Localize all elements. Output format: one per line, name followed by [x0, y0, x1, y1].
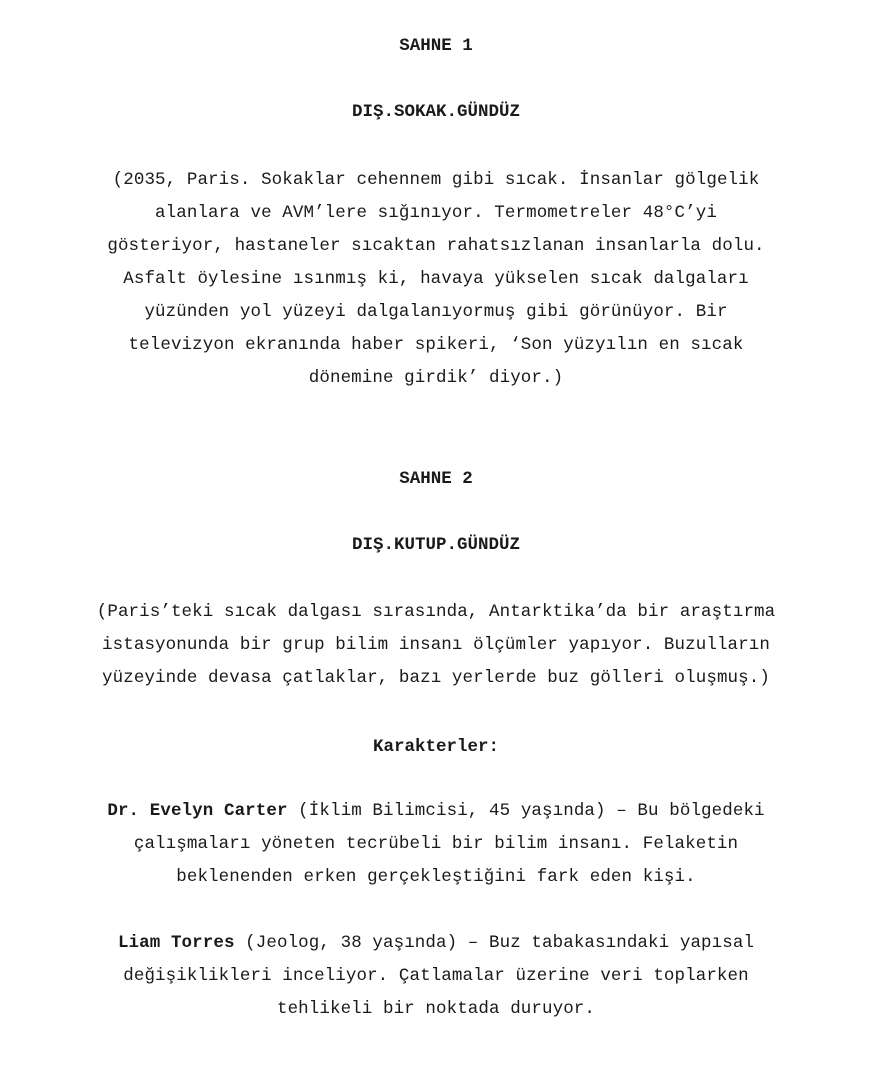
scene2-description-line: istasyonunda bir grup bilim insanı ölçümler yapıyor. Buzulların [102, 635, 770, 655]
scene1-description-line: televizyon ekranında haber spikeri, ‘Son yüzyılın en sıcak [128, 335, 744, 355]
character-evelyn-line: çalışmaları yöneten tecrübeli bir bilim insanı. Felaketin [133, 834, 739, 854]
character-description: (Jeolog, 38 yaşında) – Buz tabakasındaki yapısal [234, 933, 755, 953]
scene1-description-line: yüzünden yol yüzeyi dalgalanıyormuş gibi görünüyor. Bir [144, 302, 728, 322]
scene1-description-line: gösteriyor, hastaneler sıcaktan rahatsızlanan insanlarla dolu. [107, 236, 765, 256]
character-liam-line: değişiklikleri inceliyor. Çatlamalar üzerine veri toplarken [123, 966, 749, 986]
scene1-description-line: Asfalt öylesine ısınmış ki, havaya yükselen sıcak dalgaları [123, 269, 749, 289]
scene2-description-line: (Paris’teki sıcak dalgası sırasında, Antarktika’da bir araştırma [96, 602, 776, 622]
scene2-slug: DIŞ.KUTUP.GÜNDÜZ [351, 535, 521, 555]
scene1-description-line: dönemine girdik’ diyor.) [308, 368, 564, 388]
scene1-title: SAHNE 1 [399, 36, 473, 56]
character-evelyn-line [107, 795, 764, 828]
character-liam-line: tehlikeli bir noktada duruyor. [276, 999, 596, 1019]
characters-heading: Karakterler: [372, 737, 500, 757]
scene1-description-line: (2035, Paris. Sokaklar cehennem gibi sıcak. İnsanlar gölgelik [112, 170, 760, 190]
character-description: (İklim Bilimcisi, 45 yaşında) – Bu bölgedeki [287, 801, 765, 821]
character-evelyn-line: beklenenden erken gerçekleştiğini fark eden kişi. [176, 867, 696, 887]
character-evelyn [107, 795, 764, 894]
scene1-description-line: alanlara ve AVM’lere sığınıyor. Termometreler 48°C’yi [155, 203, 717, 223]
character-name: Liam Torres [117, 933, 235, 953]
scene2-title: SAHNE 2 [399, 469, 473, 489]
character-liam-line [118, 927, 754, 960]
character-liam [118, 927, 754, 1026]
scene1-slug: DIŞ.SOKAK.GÜNDÜZ [351, 102, 521, 122]
scene2-description-line: yüzeyinde devasa çatlaklar, bazı yerlerde buz gölleri oluşmuş.) [102, 668, 770, 688]
character-name: Dr. Evelyn Carter [107, 801, 288, 821]
scene2-description [97, 596, 776, 695]
scene1-description [107, 164, 764, 395]
